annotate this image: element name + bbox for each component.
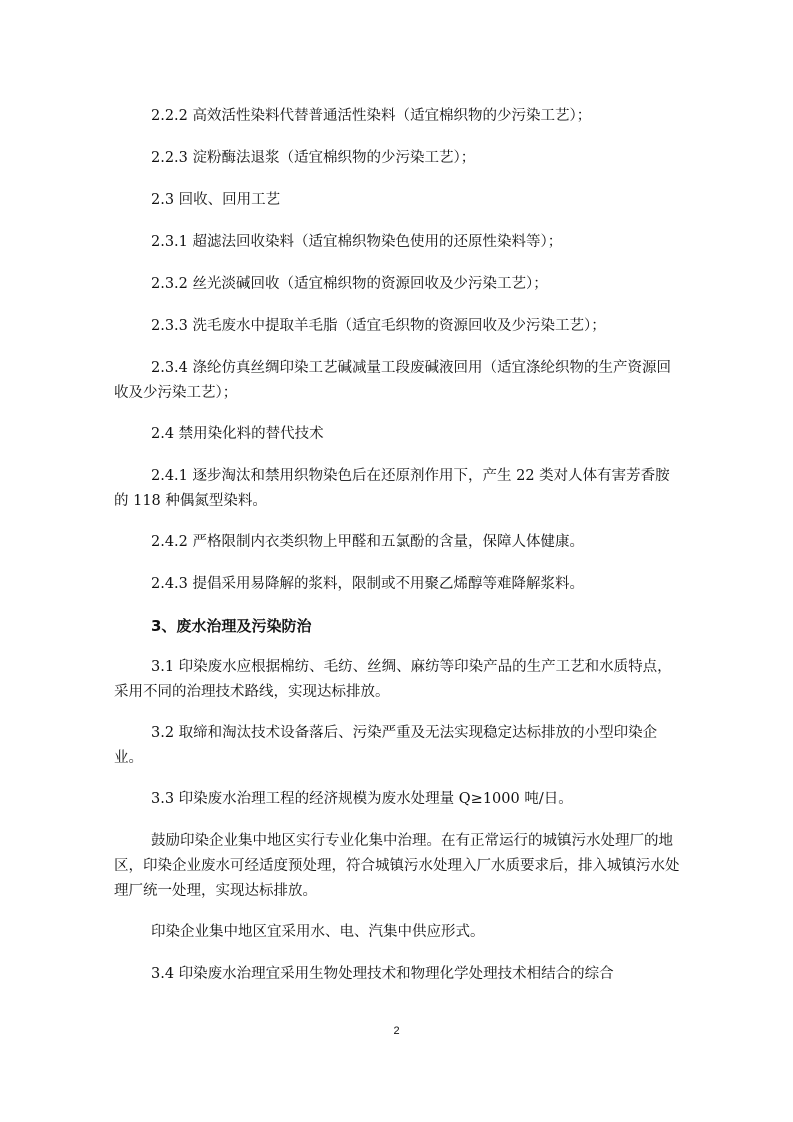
paragraph-2-4-1: 2.4.1 逐步淘汰和禁用织物染色后在还原剂作用下，产生 22 类对人体有害芳香胺的 118 种偶氮型染料。 [114,468,670,509]
page-number: 2 [393,1025,400,1037]
paragraph-centralized-treatment: 鼓励印染企业集中地区实行专业化集中治理。在有正常运行的城镇污水处理厂的地区，印染企业废水可经适度预处理，符合城镇污水处理入厂水质要求后，排入城镇污水处理厂统一处理，实现达标排放。 [114,833,680,899]
paragraph-3-4: 3.4 印染废水治理宜采用生物处理技术和物理化学处理技术相结合的综合 [151,966,614,982]
paragraph-2-3-4: 2.3.4 涤纶仿真丝绸印染工艺碱减量工段废碱液回用（适宜涤纶织物的生产资源回收及少污染工艺）； [114,360,672,401]
paragraph-3-2: 3.2 取缔和淘汰技术设备落后、污染严重及无法实现稳定达标排放的小型印染企业。 [114,725,658,766]
paragraph-3-1: 3.1 印染废水应根据棉纺、毛纺、丝绸、麻纺等印染产品的生产工艺和水质特点，采用不同的治理技术路线，实现达标排放。 [114,659,672,700]
section-heading: 3、废水治理及污染防治 [151,617,312,635]
paragraph-2-3-3: 2.3.3 洗毛废水中提取羊毛脂（适宜毛织物的资源回收及少污染工艺）； [151,318,606,334]
paragraph-3-3: 3.3 印染废水治理工程的经济规模为废水处理量 Q≥1000 吨/日。 [151,791,573,807]
document-body [114,104,680,1004]
paragraph-2-4-2: 2.4.2 严格限制内衣类织物上甲醛和五氯酚的含量，保障人体健康。 [151,534,585,550]
subheading-2-4: 2.4 禁用染化料的替代技术 [151,426,324,442]
paragraph-2-3-1: 2.3.1 超滤法回收染料（适宜棉织物染色使用的还原性染料等）； [151,234,563,250]
paragraph-2-4-3: 2.4.3 提倡采用易降解的浆料，限制或不用聚乙烯醇等难降解浆料。 [151,576,585,592]
paragraph-2-2-3: 2.2.3 淀粉酶法退浆（适宜棉织物的少污染工艺）； [151,150,476,166]
subheading-2-3: 2.3 回收、回用工艺 [151,192,281,208]
paragraph-centralized-supply: 印染企业集中地区宜采用水、电、汽集中供应形式。 [151,924,485,940]
paragraph-2-2-2: 2.2.2 高效活性染料代替普通活性染料（适宜棉织物的少污染工艺）； [151,108,592,124]
paragraph-2-3-2: 2.3.2 丝光淡碱回收（适宜棉织物的资源回收及少污染工艺）； [151,276,548,292]
